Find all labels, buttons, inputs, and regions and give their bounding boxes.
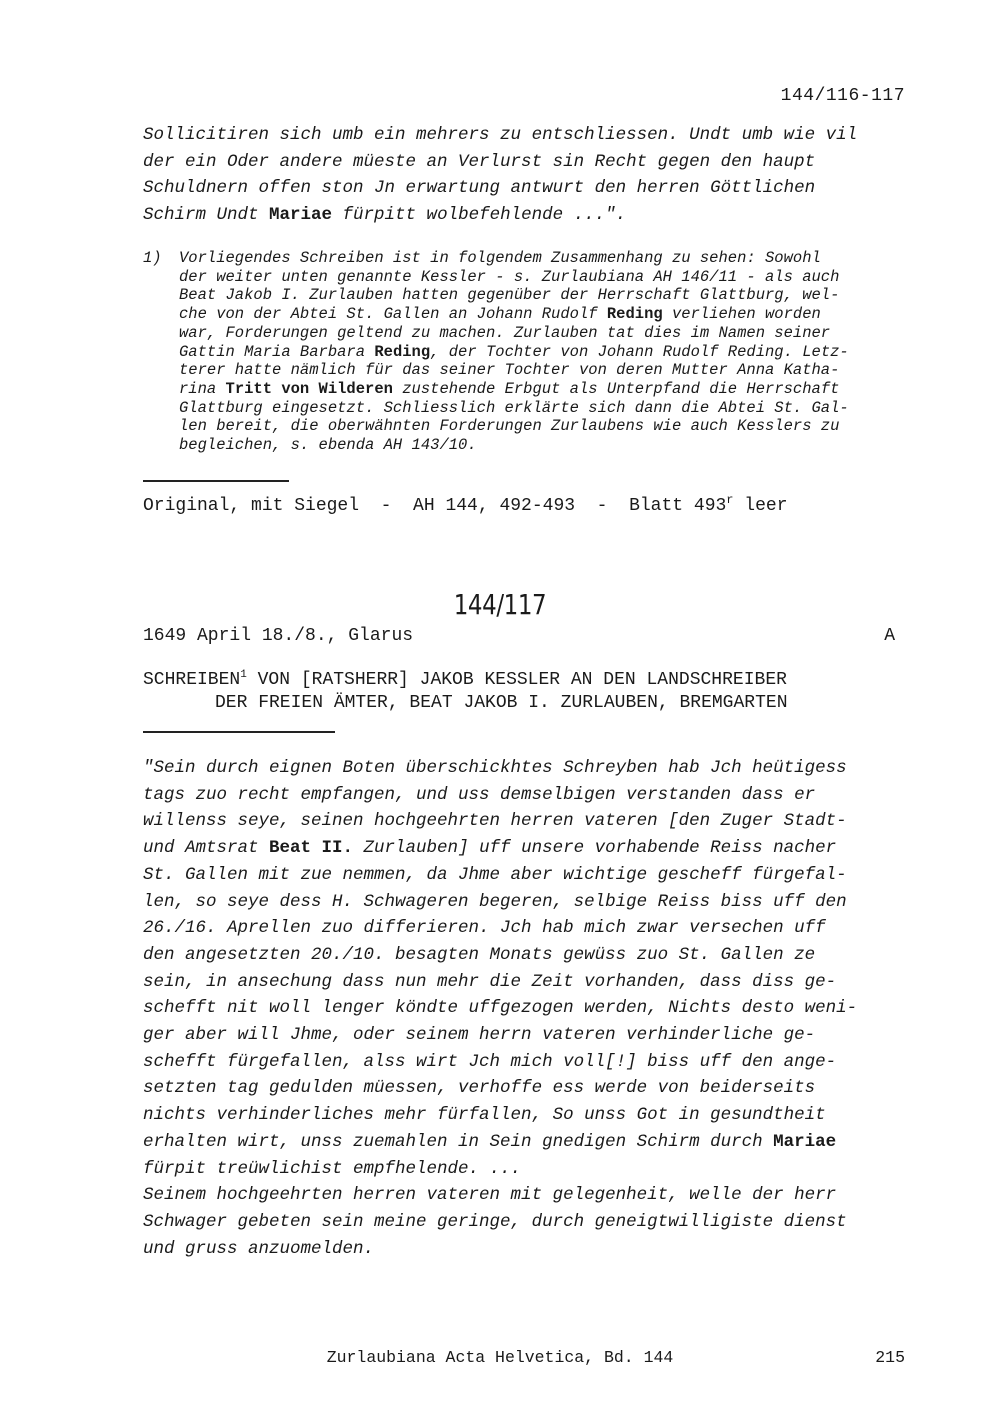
document-date-place: 1649 April 18./8., Glarus <box>143 626 414 646</box>
bold-name: Reding <box>606 305 663 324</box>
letter-text <box>143 755 903 1262</box>
footnote <box>143 249 903 455</box>
footnote-line: terer hatte nämlich für das seiner Tochter von deren Mutter Anna Katha- <box>179 361 840 380</box>
letter-line: nichts verhinderliches mehr fürfallen, So unss Got in gesundtheit <box>143 1105 826 1126</box>
letter-line: Seinem hochgeehrten herren vateren mit gelegenheit, welle der herr <box>143 1185 837 1206</box>
footnote-line: war, Forderungen geltend zu machen. Zurlauben tat dies im Namen seiner <box>179 323 831 342</box>
document-number: 144/117 <box>453 588 547 621</box>
continuation-text <box>143 122 903 229</box>
letter-line: St. Gallen mit zue nemmen, da Jhme aber wichtige gescheff fürgefal- <box>143 864 847 885</box>
footnote-line: Vorliegendes Schreiben ist in folgendem Zusammenhang zu sehen: Sowohl <box>179 249 821 267</box>
document-title <box>143 664 903 715</box>
footnote-marker: 1 <box>240 669 247 681</box>
footnote-line: der weiter unten genannte Kessler - s. Zurlaubiana AH 146/11 - als auch <box>179 267 840 286</box>
letter-line: fürpit treüwlichist empfhelende. ... <box>143 1158 522 1179</box>
page-number: 215 <box>875 1348 905 1367</box>
letter-line: tags zuo recht empfangen, und uss demselbigen verstanden dass er <box>143 784 816 805</box>
footer-series: Zurlaubiana Acta Helvetica, Bd. 144 <box>326 1348 674 1367</box>
bold-name: Beat II. <box>269 838 354 859</box>
title-divider <box>143 731 335 733</box>
text-line: Schirm Undt Mariae fürpitt wolbefehlende ...". <box>143 205 627 226</box>
footnote-line: Gattin Maria Barbara Reding, der Tochter von Johann Rudolf Reding. Letz- <box>179 342 849 361</box>
bold-name: Mariae <box>773 1131 837 1152</box>
footnote-line: len bereit, die oberwähnten Forderungen Zurlaubens wie auch Kesslers zu <box>179 417 840 436</box>
footnote-line: Beat Jakob I. Zurlauben hatten gegenüber der Herrschaft Glattburg, wel- <box>179 286 840 305</box>
letter-line: setzten tag gedulden müessen, verhoffe ess werde von beiderseits <box>143 1078 816 1099</box>
bold-name: Tritt von Wilderen <box>225 379 393 398</box>
letter-line: schefft fürgefallen, alss wirt Jch mich voll[!] biss uff den ange- <box>143 1051 837 1072</box>
footnote-line: Glattburg eingesetzt. Schliesslich erklärte sich dann die Abtei St. Gal- <box>179 398 849 417</box>
letter-line: sein, in ansechung dass nun mehr die Zeit vorhanden, dass diss ge- <box>143 971 837 992</box>
footnote-line: rina Tritt von Wilderen zustehende Erbgut als Unterpfand die Herrschaft <box>179 379 840 398</box>
letter-line: len, so seye dess H. Schwageren begeren, selbige Reiss biss uff den <box>143 891 847 912</box>
title-line: SCHREIBEN$^1$ VON [RATSHERR] JAKOB KESSLER AN DEN LANDSCHREIBER <box>143 669 787 690</box>
bold-name: Reding <box>374 342 431 361</box>
text-line: der ein Oder andere müeste an Verlurst sin Recht gegen den haupt <box>143 151 816 172</box>
title-line: DER FREIEN ÄMTER, BEAT JAKOB I. ZURLAUBEN, BREMGARTEN <box>215 693 788 713</box>
letter-line: ger aber will Jhme, oder seinem herrn vateren verhinderliche ge- <box>143 1025 816 1046</box>
page-reference: 144/116-117 <box>780 86 905 106</box>
letter-line: und gruss anzuomelden. <box>143 1238 375 1259</box>
letter-line: Schwager gebeten sein meine geringe, durch geneigtwilligiste dienst <box>143 1211 847 1232</box>
letter-line: erhalten wirt, unss zuemahlen in Sein gnedigen Schirm durch Mariae <box>143 1131 837 1152</box>
letter-line: 26./16. Aprellen zuo differieren. Jch hab mich zwar versechen uff <box>143 918 826 939</box>
text-line: Schuldnern offen ston Jn erwartung antwurt den herren Göttlichen <box>143 178 816 199</box>
letter-line: und Amtsrat Beat II. Zurlauben] uff unsere vorhabende Reiss nacher <box>143 838 837 859</box>
letter-line: schefft nit woll lenger köndte uffgezogen werden, Nichts desto weni- <box>143 998 858 1019</box>
footnote-number: 1) <box>143 249 162 267</box>
footnote-line: begleichen, s. ebenda AH 143/10. <box>179 436 477 455</box>
section-divider <box>143 480 289 482</box>
letter-line: "Sein durch eignen Boten überschickhtes Schreyben hab Jch heütigess <box>143 758 847 778</box>
bold-name: Mariae <box>269 205 333 226</box>
document-category: A <box>884 626 895 646</box>
footnote-line: che von der Abtei St. Gallen an Johann Rudolf Reding verliehen worden <box>179 305 821 324</box>
letter-line: den angesetzten 20./10. besagten Monats gewüss zuo St. Gallen ze <box>143 944 816 965</box>
letter-line: willenss seye, seinen hochgeehrten herren vateren [den Zuger Stadt- <box>143 811 847 832</box>
text-line: Sollicitiren sich umb ein mehrers zu entschliessen. Undt umb wie vil <box>143 125 858 145</box>
original-note: Original, mit Siegel - AH 144, 492-493 - Blatt 493$^r$ leer <box>143 493 788 516</box>
